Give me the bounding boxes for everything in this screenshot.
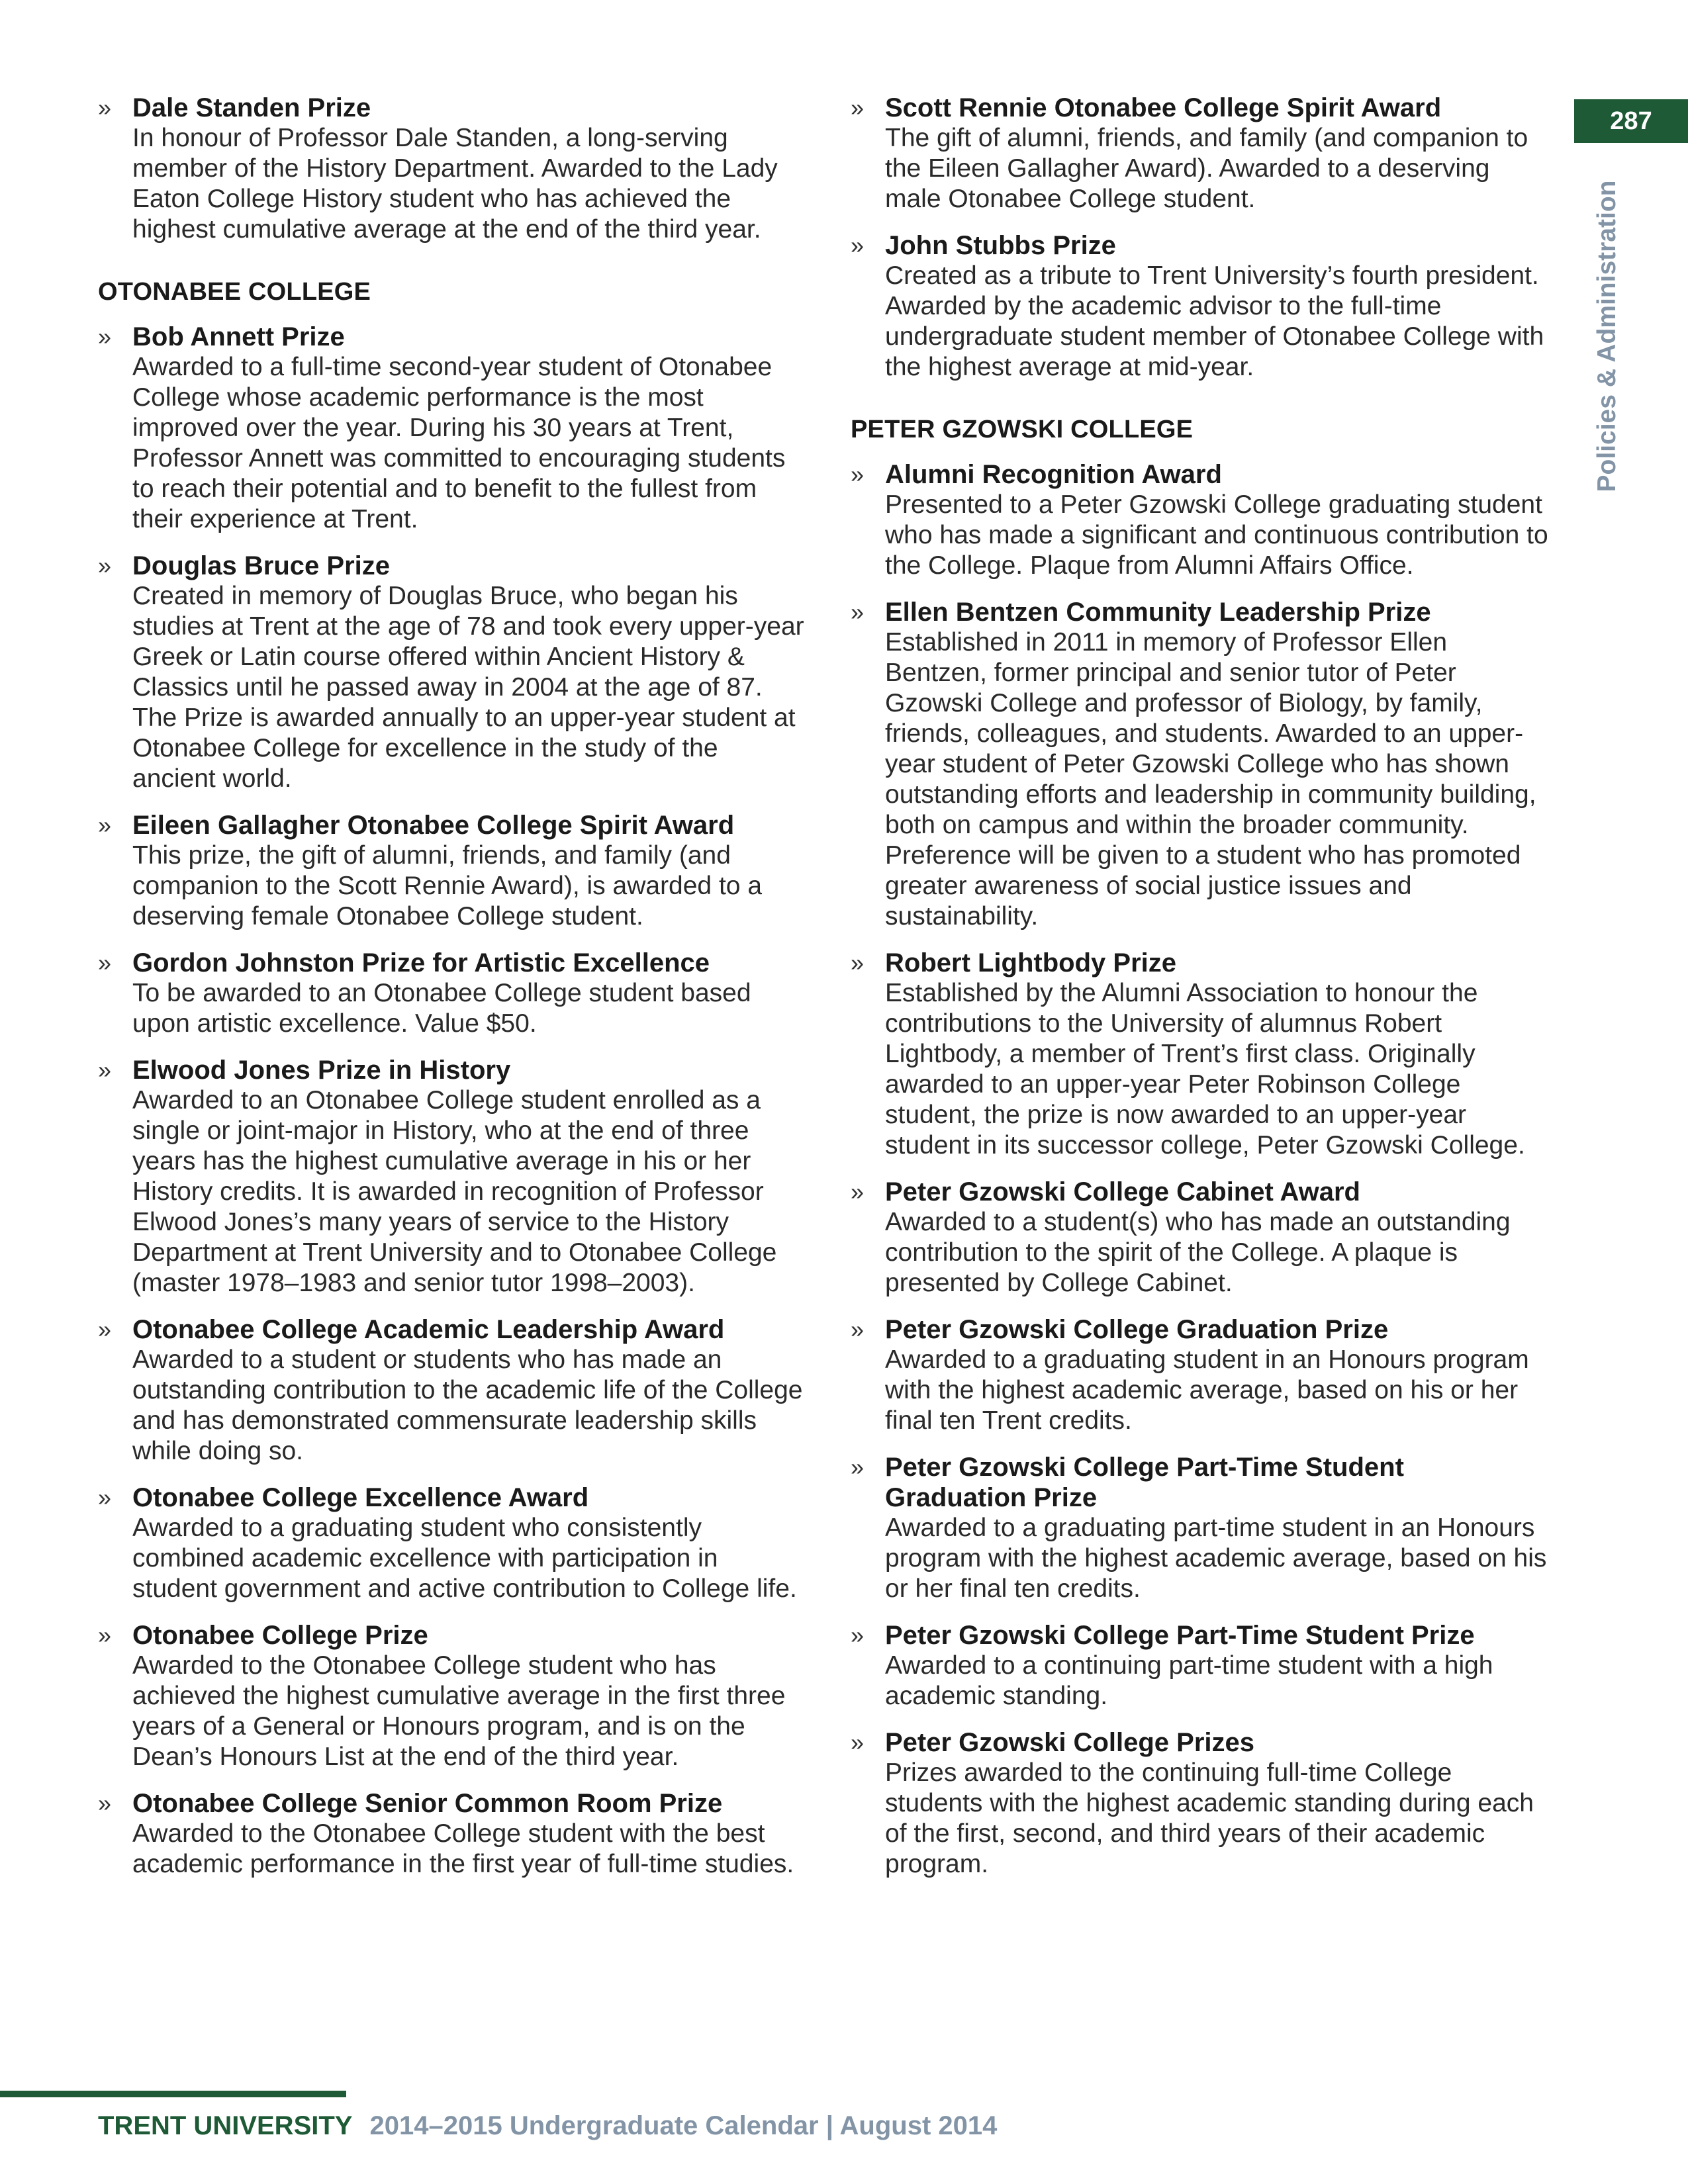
prize-title: Robert Lightbody Prize [885,948,1176,978]
prize-entry [98,551,808,794]
bullet-icon: » [98,949,112,976]
prize-description: Awarded to a continuing part-time student with a high academic standing. [885,1651,1493,1710]
prize-description: Established by the Alumni Association to honour the contributions to the University of alumnus Robert Lightbody, a member of Trent’s first class. Originally awarded to an upper-year Peter Robinson College student, the prize is now awarded to an upper-year student in its successor college, Peter Gzowski College. [885,979,1525,1160]
prize-title: Otonabee College Excellence Award [132,1483,589,1512]
prize-description: To be awarded to an Otonabee College student based upon artistic excellence. Value $50. [132,979,751,1038]
footer [98,2110,997,2142]
prize-entry [98,93,808,245]
prize-description: Established in 2011 in memory of Professor Ellen Bentzen, former principal and senior tutor of Peter Gzowski College and professor of Biology, by family, friends, colleagues, and students. Awarded to an upper-year student of Peter Gzowski College who has shown outstanding efforts and leadership in community building, both on campus and within the broader community. Preference will be given to a student who has promoted greater awareness of social justice issues and sustainability. [885,628,1536,931]
bullet-icon: » [851,94,865,121]
bullet-icon: » [851,1178,865,1205]
bullet-icon: » [98,323,112,350]
prize-entry [851,1177,1551,1298]
bullet-icon: » [98,1484,112,1511]
prize-entry [98,1314,808,1467]
bullet-icon: » [851,461,865,488]
prize-title: Peter Gzowski College Cabinet Award [885,1177,1360,1206]
prize-title: Eileen Gallagher Otonabee College Spirit Award [132,811,735,840]
bullet-icon: » [851,598,865,625]
prize-entry [851,1314,1551,1436]
prize-entry [851,230,1551,383]
prize-description: In honour of Professor Dale Standen, a long-serving member of the History Department. Awarded to the Lady Eaton College History student who has achieved the highest cumulative average at the end of the third year. [132,124,778,244]
bullet-icon: » [98,1790,112,1817]
prize-title: Peter Gzowski College Part-Time Student Prize [885,1621,1475,1650]
prize-title: Bob Annett Prize [132,322,345,351]
bullet-icon: » [851,949,865,976]
prize-entry [98,1620,808,1772]
left-column [98,93,808,1895]
prize-description: Awarded to the Otonabee College student with the best academic performance in the first year of full-time studies. [132,1819,794,1878]
prize-description: Prizes awarded to the continuing full-time College students with the highest academic standing during each of the first, second, and third years of their academic program. [885,1758,1534,1878]
prize-entry [851,1620,1551,1711]
prize-entry [851,1452,1551,1604]
prize-entry [98,1788,808,1880]
prize-title: Dale Standen Prize [132,93,371,122]
prize-title: Otonabee College Senior Common Room Prize [132,1789,723,1818]
bullet-icon: » [98,1621,112,1649]
prize-title: Douglas Bruce Prize [132,551,391,580]
page-number-tab: 287 [1574,99,1688,143]
bullet-icon: » [851,1621,865,1649]
footer-university: TRENT UNIVERSITY [98,2111,353,2140]
prize-description: Awarded to a graduating part-time student in an Honours program with the highest academic average, based on his or her final ten credits. [885,1514,1547,1603]
footer-rule [0,2091,346,2097]
bullet-icon: » [851,1453,865,1480]
footer-calendar: 2014–2015 Undergraduate Calendar | August 2014 [369,2111,998,2140]
prize-description: This prize, the gift of alumni, friends, and family (and companion to the Scott Rennie Award), is awarded to a deserving female Otonabee College student. [132,841,763,931]
prize-entry [851,459,1551,581]
section-heading-peter-gzowski: PETER GZOWSKI COLLEGE [851,416,1194,443]
prize-title: Alumni Recognition Award [885,460,1222,489]
prize-description: Awarded to a graduating student in an Honours program with the highest academic average, based on his or her final ten Trent credits. [885,1345,1529,1435]
prize-description: Awarded to an Otonabee College student enrolled as a single or joint-major in History, who at the end of three years has the highest cumulative average in his or her History credits. It is awarded in recognition of Professor Elwood Jones’s many years of service to the History Department at Trent University and to Otonabee College (master 1978–1983 and senior tutor 1998–2003). [132,1086,777,1297]
prize-entry [98,1055,808,1298]
prize-description: The gift of alumni, friends, and family (and companion to the Eileen Gallagher Award). Awarded to a deserving male Otonabee College student. [885,124,1528,213]
prize-description: Presented to a Peter Gzowski College graduating student who has made a significant and continuous contribution to the College. Plaque from Alumni Affairs Office. [885,490,1548,580]
prize-title: Peter Gzowski College Part-Time Student Graduation Prize [885,1453,1404,1512]
prize-entry [851,93,1551,214]
prize-title: Peter Gzowski College Prizes [885,1728,1254,1757]
prize-title: Gordon Johnston Prize for Artistic Excellence [132,948,710,978]
bullet-icon: » [851,232,865,259]
section-heading-otonabee: OTONABEE COLLEGE [98,278,371,306]
prize-title: Otonabee College Academic Leadership Award [132,1315,725,1344]
prize-description: Awarded to a full-time second-year student of Otonabee College whose academic performance is the most improved over the year. During his 30 years at Trent, Professor Annett was committed to encouraging students to reach their potential and to benefit to the fullest from their experience at Trent. [132,353,786,533]
prize-description: Awarded to a student or students who has made an outstanding contribution to the academic life of the College and has demonstrated commensurate leadership skills while doing so. [132,1345,803,1465]
prize-title: John Stubbs Prize [885,231,1116,260]
prize-title: Peter Gzowski College Graduation Prize [885,1315,1389,1344]
prize-entry [98,948,808,1039]
bullet-icon: » [98,1056,112,1083]
prize-description: Awarded to a graduating student who consistently combined academic excellence with participation in student government and active contribution to College life. [132,1514,797,1603]
prize-description: Awarded to the Otonabee College student who has achieved the highest cumulative average in the first three years of a General or Honours program, and is on the Dean’s Honours List at the end of the third year. [132,1651,786,1771]
prize-description: Awarded to a student(s) who has made an outstanding contribution to the spirit of the College. A plaque is presented by College Cabinet. [885,1208,1511,1297]
side-section-label [1587,171,1627,502]
prize-title: Ellen Bentzen Community Leadership Prize [885,598,1431,627]
prize-description: Created in memory of Douglas Bruce, who began his studies at Trent at the age of 78 and took every upper-year Greek or Latin course offered within Ancient History & Classics until he passed away in 2004 at the age of 87. The Prize is awarded annually to an upper-year student at Otonabee College for excellence in the study of the ancient world. [132,582,804,793]
prize-title: Elwood Jones Prize in History [132,1056,511,1085]
prize-title: Otonabee College Prize [132,1621,428,1650]
prize-entry [851,1727,1551,1880]
prize-entry [98,810,808,932]
bullet-icon: » [98,1316,112,1343]
bullet-icon: » [98,811,112,839]
prize-entry [851,597,1551,932]
prize-entry [851,948,1551,1161]
bullet-icon: » [98,552,112,579]
right-column [851,93,1551,1895]
bullet-icon: » [98,94,112,121]
prize-entry [98,1482,808,1604]
bullet-icon: » [851,1316,865,1343]
side-section-label-text: Policies & Administration [1593,180,1621,492]
prize-entry [98,322,808,535]
prize-title: Scott Rennie Otonabee College Spirit Award [885,93,1442,122]
prize-description: Created as a tribute to Trent University’s fourth president. Awarded by the academic advisor to the full-time undergraduate student member of Otonabee College with the highest average at mid-year. [885,261,1544,381]
bullet-icon: » [851,1729,865,1756]
